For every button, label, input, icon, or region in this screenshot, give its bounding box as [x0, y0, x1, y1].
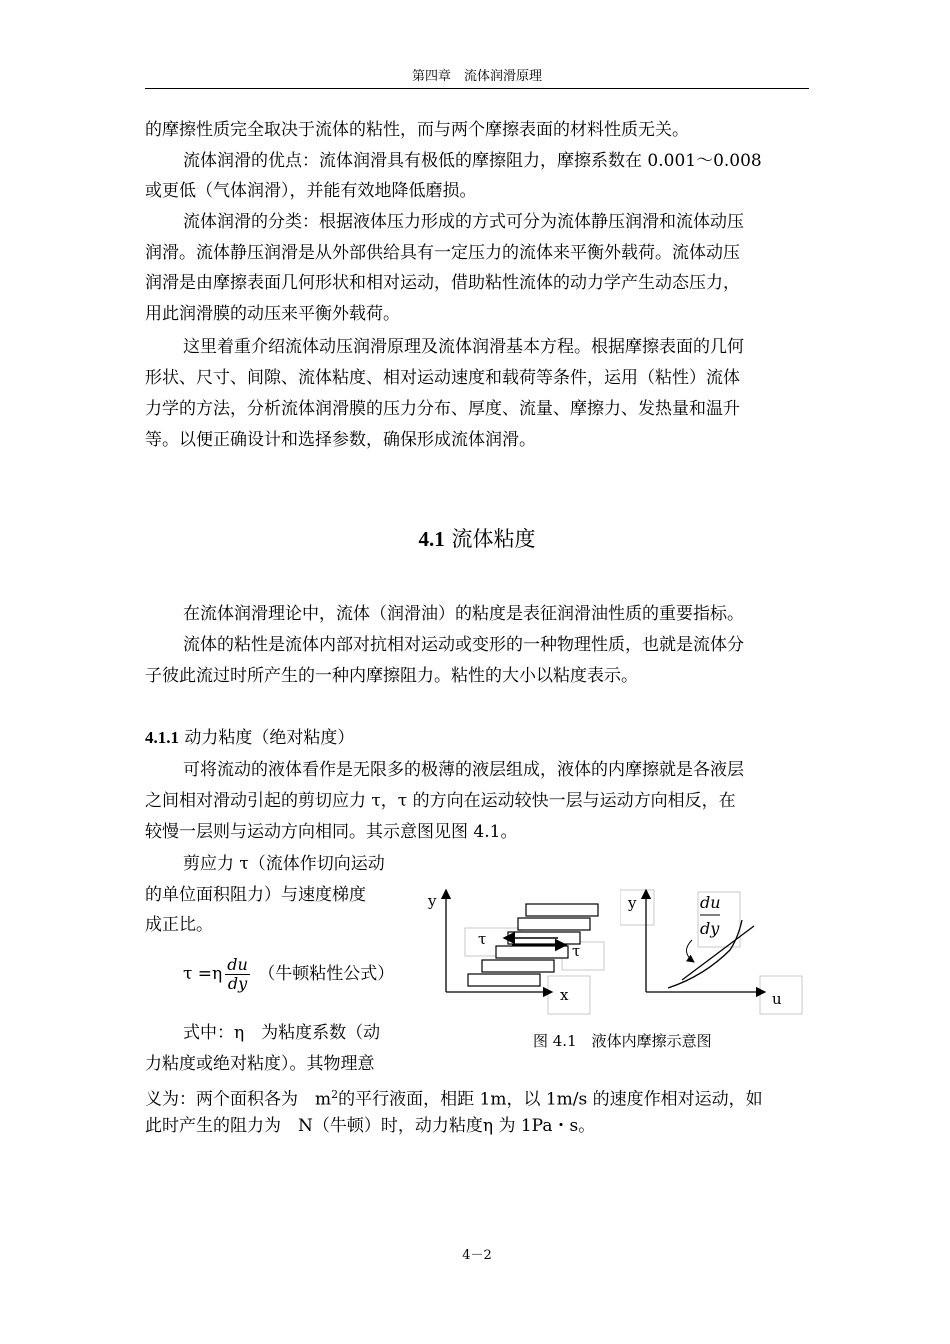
- fig-right-y-label: y: [628, 894, 637, 912]
- fig-du-label: du: [700, 893, 721, 912]
- intro-line-4: 流体润滑的分类：根据液体压力形成的方式可分为流体静压润滑和流体动压: [183, 212, 744, 232]
- figure-shear-layers: [420, 880, 620, 1015]
- fig-left-x-label: x: [560, 986, 569, 1004]
- subsection-heading: [145, 724, 354, 752]
- section-line-1: 在流体润滑理论中，流体（润滑油）的粘度是表征润滑油性质的重要指标。: [183, 604, 744, 624]
- section-line-2: 流体的粘性是流体内部对抗相对运动或变形的一种物理性质，也就是流体分: [183, 635, 744, 655]
- intro-line-6: 润滑是由摩擦表面几何形状和相对运动，借助粘性流体的动力学产生动态压力，: [145, 273, 740, 293]
- sub-line-9a: 义为：两个面积各为 m: [145, 1089, 332, 1110]
- section-heading: [145, 524, 809, 554]
- formula-lhs: τ =η: [183, 964, 223, 984]
- fluid-layer-2: [482, 960, 554, 972]
- label-box-x: [548, 976, 590, 1014]
- sub-line-7: 式中：η 为粘度系数（动: [183, 1023, 381, 1043]
- subsection-title: 动力粘度（绝对粘度）: [184, 728, 355, 748]
- sub-line-9b: 的平行液面，相距 1m，以 1m/s 的速度作相对运动，如: [338, 1089, 763, 1110]
- intro-line-5: 润滑。流体静压润滑是从外部供给具有一定压力的流体来平衡外载荷。流体动压: [145, 243, 740, 263]
- fluid-layer-6: [526, 904, 598, 916]
- sub-line-5: 的单位面积阻力）与速度梯度: [145, 885, 366, 905]
- section-line-3: 子彼此流过时所产生的一种内摩擦阻力。粘性的大小以粘度表示。: [145, 666, 638, 686]
- intro-line-3: 或更低（气体润滑），并能有效地降低磨损。: [145, 181, 477, 201]
- fig-dy-label: dy: [700, 919, 720, 938]
- figure-velocity-profile: [620, 880, 810, 1015]
- sub-line-2: 之间相对滑动引起的剪切应力 τ，τ 的方向在运动较快一层与运动方向相反，在: [145, 791, 736, 811]
- figure-caption: 图 4.1 液体内摩擦示意图: [533, 1032, 712, 1050]
- running-header: 第四章 流体润滑原理: [411, 69, 542, 84]
- formula-denominator: dy: [227, 974, 248, 993]
- intro-line-1: 的摩擦性质完全取决于流体的粘性，而与两个摩擦表面的材料性质无关。: [145, 120, 689, 140]
- fig-left-y-label: y: [428, 892, 437, 910]
- newton-formula: [183, 954, 394, 994]
- formula-numerator: du: [227, 955, 248, 974]
- intro-line-10: 力学的方法，分析流体润滑膜的压力分布、厚度、流量、摩擦力、发热量和温升: [145, 399, 740, 419]
- superscript-2: 2: [331, 1088, 339, 1101]
- fig-tau-left: τ: [478, 930, 487, 948]
- subsection-number: 4.1.1: [145, 728, 179, 747]
- sub-line-10: 此时产生的阻力为 N（牛顿）时，动力粘度η 为 1Pa・s。: [145, 1116, 596, 1136]
- header-rule: [145, 88, 809, 89]
- intro-line-11: 等。以便正确设计和选择参数，确保形成流体润滑。: [145, 430, 536, 450]
- intro-line-2: 流体润滑的优点：流体润滑具有极低的摩擦阻力，摩擦系数在 0.001～0.008: [183, 151, 762, 171]
- intro-line-7: 用此润滑膜的动压来平衡外载荷。: [145, 304, 400, 324]
- sub-line-6: 成正比。: [145, 915, 213, 935]
- sub-line-1: 可将流动的液体看作是无限多的极薄的液层组成，液体的内摩擦就是各液层: [183, 760, 744, 780]
- fig-right-u-label: u: [772, 990, 782, 1008]
- intro-line-8: 这里着重介绍流体动压润滑原理及流体润滑基本方程。根据摩擦表面的几何: [183, 337, 744, 357]
- fluid-layer-1: [468, 974, 540, 986]
- formula-fraction: [225, 956, 250, 993]
- fluid-layer-3: [496, 946, 568, 958]
- page-number: 4－2: [462, 1248, 492, 1263]
- fluid-layer-5: [518, 918, 590, 930]
- sub-line-8: 力粘度或绝对粘度）。其物理意: [145, 1054, 375, 1074]
- formula-note: （牛顿粘性公式）: [258, 964, 395, 984]
- intro-line-9: 形状、尺寸、间隙、流体粘度、相对运动速度和载荷等条件，运用（粘性）流体: [145, 368, 740, 388]
- section-title: 流体粘度: [451, 527, 536, 551]
- section-number: 4.1: [418, 527, 445, 551]
- label-box-y2: [620, 890, 654, 925]
- sub-line-4: 剪应力 τ（流体作切向运动: [183, 854, 385, 874]
- fig-tau-right: τ: [572, 942, 581, 960]
- angle-arc-arrow: [686, 940, 694, 962]
- sub-line-3: 较慢一层则与运动方向相同。其示意图见图 4.1。: [145, 822, 518, 842]
- sub-line-9: [145, 1081, 763, 1114]
